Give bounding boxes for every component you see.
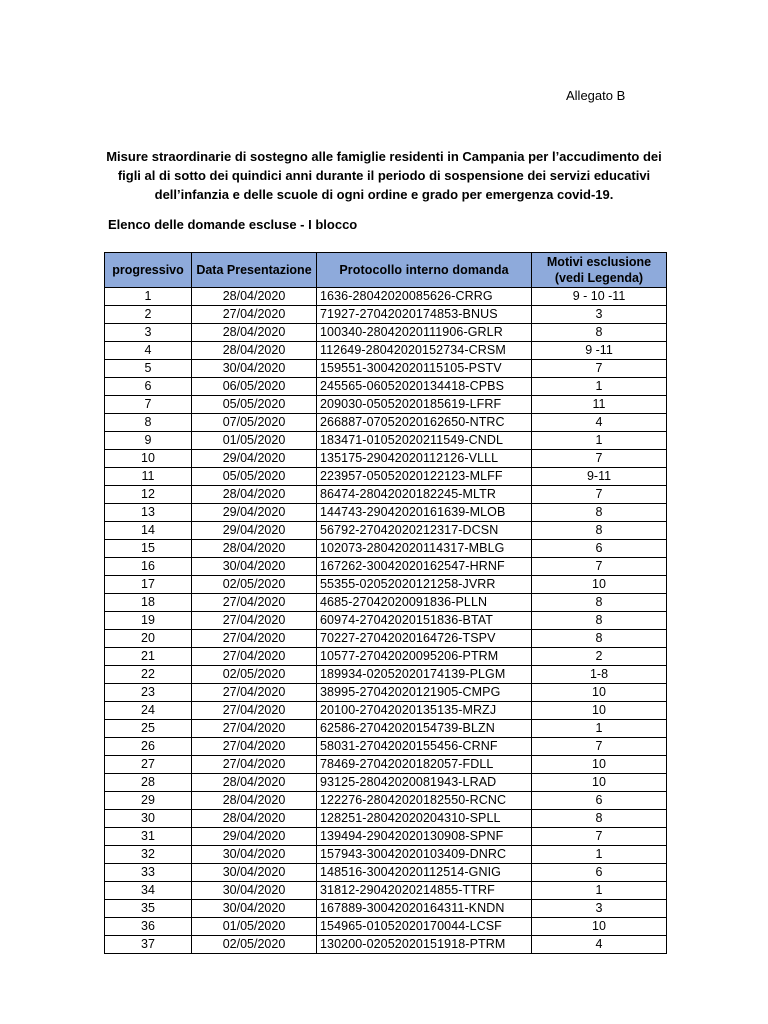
cell-motivi: 1 xyxy=(532,432,667,450)
table-row xyxy=(105,540,667,558)
cell-progressivo: 14 xyxy=(105,522,192,540)
cell-data-presentazione: 28/04/2020 xyxy=(192,810,317,828)
table-row xyxy=(105,648,667,666)
cell-motivi: 11 xyxy=(532,396,667,414)
cell-data-presentazione: 28/04/2020 xyxy=(192,540,317,558)
table-row xyxy=(105,486,667,504)
cell-protocollo: 62586-27042020154739-BLZN xyxy=(317,720,532,738)
cell-protocollo: 55355-02052020121258-JVRR xyxy=(317,576,532,594)
cell-protocollo: 139494-29042020130908-SPNF xyxy=(317,828,532,846)
table-row xyxy=(105,342,667,360)
cell-data-presentazione: 28/04/2020 xyxy=(192,324,317,342)
cell-protocollo: 56792-27042020212317-DCSN xyxy=(317,522,532,540)
cell-motivi: 7 xyxy=(532,486,667,504)
cell-data-presentazione: 28/04/2020 xyxy=(192,342,317,360)
cell-protocollo: 4685-27042020091836-PLLN xyxy=(317,594,532,612)
cell-protocollo: 245565-06052020134418-CPBS xyxy=(317,378,532,396)
cell-protocollo: 167889-30042020164311-KNDN xyxy=(317,900,532,918)
cell-motivi: 10 xyxy=(532,756,667,774)
table-row xyxy=(105,468,667,486)
cell-protocollo: 223957-05052020122123-MLFF xyxy=(317,468,532,486)
cell-motivi: 1 xyxy=(532,882,667,900)
cell-progressivo: 4 xyxy=(105,342,192,360)
cell-protocollo: 148516-30042020112514-GNIG xyxy=(317,864,532,882)
cell-progressivo: 17 xyxy=(105,576,192,594)
cell-motivi: 2 xyxy=(532,648,667,666)
table-row xyxy=(105,684,667,702)
table-row xyxy=(105,810,667,828)
cell-data-presentazione: 27/04/2020 xyxy=(192,702,317,720)
cell-motivi: 8 xyxy=(532,612,667,630)
cell-progressivo: 24 xyxy=(105,702,192,720)
table-row xyxy=(105,432,667,450)
table-row xyxy=(105,918,667,936)
cell-motivi: 1 xyxy=(532,378,667,396)
table-row xyxy=(105,900,667,918)
cell-progressivo: 30 xyxy=(105,810,192,828)
cell-data-presentazione: 29/04/2020 xyxy=(192,522,317,540)
cell-protocollo: 78469-27042020182057-FDLL xyxy=(317,756,532,774)
cell-progressivo: 11 xyxy=(105,468,192,486)
table-body xyxy=(105,288,667,954)
table-row xyxy=(105,450,667,468)
cell-protocollo: 122276-28042020182550-RCNC xyxy=(317,792,532,810)
cell-data-presentazione: 30/04/2020 xyxy=(192,864,317,882)
cell-progressivo: 29 xyxy=(105,792,192,810)
cell-data-presentazione: 27/04/2020 xyxy=(192,306,317,324)
cell-motivi: 8 xyxy=(532,522,667,540)
cell-motivi: 9-11 xyxy=(532,468,667,486)
table-row xyxy=(105,414,667,432)
cell-data-presentazione: 28/04/2020 xyxy=(192,486,317,504)
cell-protocollo: 58031-27042020155456-CRNF xyxy=(317,738,532,756)
header-protocollo: Protocollo interno domanda xyxy=(317,253,532,288)
table-row xyxy=(105,828,667,846)
table-row xyxy=(105,666,667,684)
header-motivi-esclusione xyxy=(532,253,667,288)
cell-progressivo: 10 xyxy=(105,450,192,468)
cell-data-presentazione: 30/04/2020 xyxy=(192,558,317,576)
cell-motivi: 7 xyxy=(532,828,667,846)
cell-progressivo: 37 xyxy=(105,936,192,954)
cell-progressivo: 33 xyxy=(105,864,192,882)
cell-protocollo: 93125-28042020081943-LRAD xyxy=(317,774,532,792)
cell-motivi: 6 xyxy=(532,792,667,810)
cell-data-presentazione: 29/04/2020 xyxy=(192,504,317,522)
table-row xyxy=(105,702,667,720)
cell-protocollo: 189934-02052020174139-PLGM xyxy=(317,666,532,684)
cell-protocollo: 266887-07052020162650-NTRC xyxy=(317,414,532,432)
header-motivi-line1: Motivi esclusione xyxy=(546,255,652,269)
cell-motivi: 7 xyxy=(532,558,667,576)
cell-progressivo: 6 xyxy=(105,378,192,396)
table-row xyxy=(105,864,667,882)
cell-progressivo: 36 xyxy=(105,918,192,936)
cell-protocollo: 31812-29042020214855-TTRF xyxy=(317,882,532,900)
cell-data-presentazione: 27/04/2020 xyxy=(192,648,317,666)
table-row xyxy=(105,738,667,756)
cell-protocollo: 130200-02052020151918-PTRM xyxy=(317,936,532,954)
cell-progressivo: 8 xyxy=(105,414,192,432)
cell-progressivo: 2 xyxy=(105,306,192,324)
cell-motivi: 4 xyxy=(532,414,667,432)
cell-protocollo: 102073-28042020114317-MBLG xyxy=(317,540,532,558)
header-progressivo: progressivo xyxy=(105,253,192,288)
cell-motivi: 10 xyxy=(532,918,667,936)
document-title xyxy=(100,147,668,204)
cell-protocollo: 20100-27042020135135-MRZJ xyxy=(317,702,532,720)
table-row xyxy=(105,882,667,900)
cell-motivi: 8 xyxy=(532,810,667,828)
cell-motivi: 4 xyxy=(532,936,667,954)
title-line: Misure straordinarie di sostegno alle famiglie residenti in Campania per l’accudimento dei xyxy=(106,149,662,164)
cell-protocollo: 135175-29042020112126-VLLL xyxy=(317,450,532,468)
list-subtitle: Elenco delle domande escluse - I blocco xyxy=(108,217,358,232)
cell-data-presentazione: 28/04/2020 xyxy=(192,774,317,792)
cell-motivi: 8 xyxy=(532,594,667,612)
cell-data-presentazione: 01/05/2020 xyxy=(192,432,317,450)
cell-progressivo: 15 xyxy=(105,540,192,558)
cell-protocollo: 1636-28042020085626-CRRG xyxy=(317,288,532,306)
cell-data-presentazione: 27/04/2020 xyxy=(192,684,317,702)
cell-data-presentazione: 02/05/2020 xyxy=(192,576,317,594)
excluded-applications-table xyxy=(104,252,667,954)
cell-progressivo: 7 xyxy=(105,396,192,414)
attachment-label: Allegato B xyxy=(566,88,626,103)
cell-progressivo: 13 xyxy=(105,504,192,522)
cell-data-presentazione: 02/05/2020 xyxy=(192,666,317,684)
title-line: dell’infanzia e delle scuole di ogni ordine e grado per emergenza covid-19. xyxy=(154,187,614,202)
cell-data-presentazione: 27/04/2020 xyxy=(192,630,317,648)
table-row xyxy=(105,612,667,630)
table-header-row xyxy=(105,253,667,288)
table-row xyxy=(105,774,667,792)
table-row xyxy=(105,558,667,576)
cell-progressivo: 27 xyxy=(105,756,192,774)
cell-data-presentazione: 28/04/2020 xyxy=(192,288,317,306)
cell-data-presentazione: 05/05/2020 xyxy=(192,396,317,414)
cell-protocollo: 38995-27042020121905-CMPG xyxy=(317,684,532,702)
table-row xyxy=(105,522,667,540)
cell-progressivo: 1 xyxy=(105,288,192,306)
cell-progressivo: 9 xyxy=(105,432,192,450)
cell-progressivo: 23 xyxy=(105,684,192,702)
table-row xyxy=(105,288,667,306)
cell-data-presentazione: 27/04/2020 xyxy=(192,738,317,756)
cell-data-presentazione: 01/05/2020 xyxy=(192,918,317,936)
cell-motivi: 1 xyxy=(532,720,667,738)
table-row xyxy=(105,936,667,954)
cell-protocollo: 112649-28042020152734-CRSM xyxy=(317,342,532,360)
cell-progressivo: 16 xyxy=(105,558,192,576)
cell-protocollo: 167262-30042020162547-HRNF xyxy=(317,558,532,576)
cell-progressivo: 22 xyxy=(105,666,192,684)
cell-progressivo: 18 xyxy=(105,594,192,612)
table-row xyxy=(105,846,667,864)
cell-motivi: 10 xyxy=(532,702,667,720)
cell-protocollo: 128251-28042020204310-SPLL xyxy=(317,810,532,828)
cell-motivi: 9 -11 xyxy=(532,342,667,360)
cell-progressivo: 32 xyxy=(105,846,192,864)
cell-protocollo: 100340-28042020111906-GRLR xyxy=(317,324,532,342)
cell-motivi: 1 xyxy=(532,846,667,864)
cell-motivi: 7 xyxy=(532,360,667,378)
cell-progressivo: 34 xyxy=(105,882,192,900)
cell-data-presentazione: 27/04/2020 xyxy=(192,756,317,774)
cell-data-presentazione: 30/04/2020 xyxy=(192,900,317,918)
cell-protocollo: 154965-01052020170044-LCSF xyxy=(317,918,532,936)
cell-data-presentazione: 02/05/2020 xyxy=(192,936,317,954)
cell-progressivo: 12 xyxy=(105,486,192,504)
table-row xyxy=(105,324,667,342)
table-row xyxy=(105,360,667,378)
table-row xyxy=(105,504,667,522)
cell-motivi: 3 xyxy=(532,900,667,918)
table-row xyxy=(105,594,667,612)
cell-protocollo: 71927-27042020174853-BNUS xyxy=(317,306,532,324)
table-row xyxy=(105,306,667,324)
cell-motivi: 8 xyxy=(532,630,667,648)
cell-protocollo: 10577-27042020095206-PTRM xyxy=(317,648,532,666)
cell-data-presentazione: 27/04/2020 xyxy=(192,594,317,612)
table-row xyxy=(105,792,667,810)
cell-progressivo: 26 xyxy=(105,738,192,756)
cell-protocollo: 183471-01052020211549-CNDL xyxy=(317,432,532,450)
cell-motivi: 8 xyxy=(532,324,667,342)
cell-progressivo: 19 xyxy=(105,612,192,630)
cell-progressivo: 21 xyxy=(105,648,192,666)
cell-data-presentazione: 28/04/2020 xyxy=(192,792,317,810)
cell-protocollo: 60974-27042020151836-BTAT xyxy=(317,612,532,630)
cell-progressivo: 3 xyxy=(105,324,192,342)
cell-motivi: 3 xyxy=(532,306,667,324)
cell-data-presentazione: 07/05/2020 xyxy=(192,414,317,432)
cell-protocollo: 144743-29042020161639-MLOB xyxy=(317,504,532,522)
table-row xyxy=(105,396,667,414)
cell-progressivo: 28 xyxy=(105,774,192,792)
cell-motivi: 10 xyxy=(532,576,667,594)
header-data-presentazione: Data Presentazione xyxy=(192,253,317,288)
cell-motivi: 9 - 10 -11 xyxy=(532,288,667,306)
cell-progressivo: 5 xyxy=(105,360,192,378)
cell-motivi: 10 xyxy=(532,774,667,792)
cell-protocollo: 209030-05052020185619-LFRF xyxy=(317,396,532,414)
cell-motivi: 7 xyxy=(532,738,667,756)
table-row xyxy=(105,576,667,594)
cell-protocollo: 157943-30042020103409-DNRC xyxy=(317,846,532,864)
cell-protocollo: 159551-30042020115105-PSTV xyxy=(317,360,532,378)
table-row xyxy=(105,756,667,774)
table-row xyxy=(105,378,667,396)
table-row xyxy=(105,720,667,738)
cell-protocollo: 86474-28042020182245-MLTR xyxy=(317,486,532,504)
cell-data-presentazione: 29/04/2020 xyxy=(192,828,317,846)
cell-progressivo: 35 xyxy=(105,900,192,918)
cell-protocollo: 70227-27042020164726-TSPV xyxy=(317,630,532,648)
header-motivi-line2: (vedi Legenda) xyxy=(554,271,644,285)
cell-motivi: 6 xyxy=(532,540,667,558)
cell-data-presentazione: 06/05/2020 xyxy=(192,378,317,396)
cell-progressivo: 31 xyxy=(105,828,192,846)
cell-motivi: 8 xyxy=(532,504,667,522)
cell-data-presentazione: 30/04/2020 xyxy=(192,882,317,900)
cell-progressivo: 25 xyxy=(105,720,192,738)
title-line: figli al di sotto dei quindici anni durante il periodo di sospensione dei servizi educativi xyxy=(117,168,651,183)
cell-data-presentazione: 30/04/2020 xyxy=(192,360,317,378)
cell-motivi: 6 xyxy=(532,864,667,882)
cell-data-presentazione: 27/04/2020 xyxy=(192,720,317,738)
cell-data-presentazione: 05/05/2020 xyxy=(192,468,317,486)
cell-motivi: 7 xyxy=(532,450,667,468)
table-row xyxy=(105,630,667,648)
cell-motivi: 1-8 xyxy=(532,666,667,684)
cell-data-presentazione: 27/04/2020 xyxy=(192,612,317,630)
cell-data-presentazione: 29/04/2020 xyxy=(192,450,317,468)
cell-motivi: 10 xyxy=(532,684,667,702)
cell-data-presentazione: 30/04/2020 xyxy=(192,846,317,864)
cell-progressivo: 20 xyxy=(105,630,192,648)
